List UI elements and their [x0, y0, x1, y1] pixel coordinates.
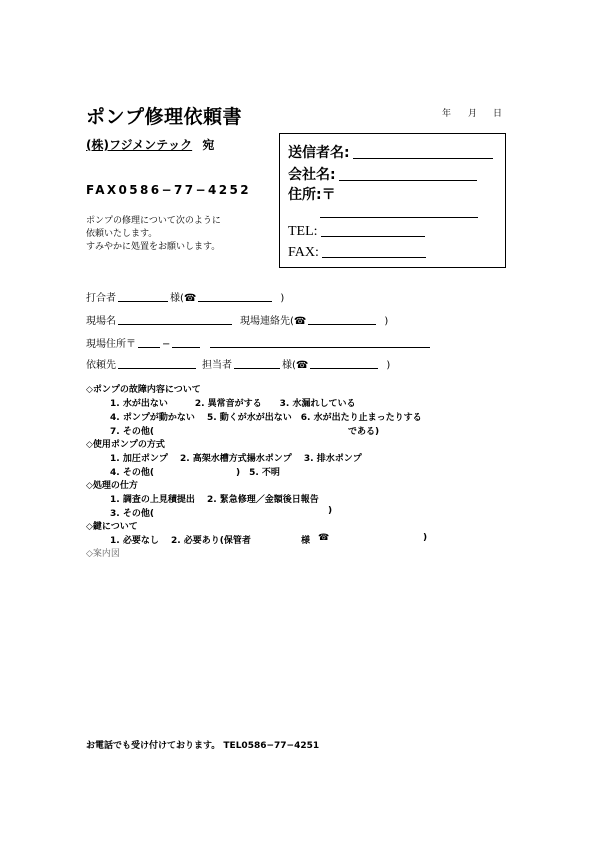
- handling-other-close: ): [328, 506, 333, 516]
- message-line-1: ポンプの修理について次のように: [86, 216, 221, 226]
- company-name-label: 会社名:: [288, 167, 336, 183]
- message-line-3: すみやかに処置をお願いします。: [86, 242, 221, 252]
- tel-label: TEL:: [288, 224, 318, 239]
- contact-person-label: 打合者: [86, 293, 116, 304]
- address-field[interactable]: [320, 217, 478, 218]
- recipient-suffix: 宛: [202, 138, 215, 152]
- contact-person-row: [86, 289, 284, 304]
- site-name-field[interactable]: [118, 324, 232, 325]
- postal-code-2-field[interactable]: [172, 347, 200, 348]
- postal-dash: −: [162, 339, 171, 350]
- contact-person-field[interactable]: [118, 301, 168, 302]
- key-sama-label: 様: [301, 536, 311, 546]
- key-options[interactable]: 1. 必要なし 2. 必要あり(保管者: [110, 536, 251, 546]
- recipient: [86, 136, 214, 153]
- pump-type-options-1[interactable]: 1. 加圧ポンプ 2. 高架水槽方式揚水ポンプ 3. 排水ポンプ: [110, 454, 362, 464]
- site-name-row: [86, 312, 388, 327]
- failure-other-close: である): [348, 427, 380, 437]
- fax-number: FAX0586−77−4252: [86, 183, 251, 197]
- pump-type-other-option[interactable]: 4. その他(: [110, 468, 154, 478]
- site-address-label: 現場住所〒: [86, 339, 136, 350]
- requester-phone-field[interactable]: [310, 368, 378, 369]
- handling-heading: ◇処理の仕方: [86, 481, 138, 491]
- close-paren: ): [280, 293, 285, 304]
- date-month-label: 月: [468, 109, 478, 119]
- requester-label: 依頼先: [86, 360, 116, 371]
- close-paren: ): [384, 316, 389, 327]
- failure-options-1[interactable]: 1. 水が出ない 2. 異常音がする 3. 水漏れしている: [110, 399, 356, 409]
- person-in-charge-field[interactable]: [234, 368, 280, 369]
- phone-icon: ☎: [318, 533, 330, 543]
- sender-name-field[interactable]: [353, 157, 493, 159]
- date-day-label: 日: [493, 109, 503, 119]
- footer-phone-note: お電話でも受け付けております。 TEL0586−77−4251: [86, 741, 320, 751]
- guide-map-heading: ◇案内図: [86, 549, 120, 559]
- site-address-field[interactable]: [210, 347, 430, 348]
- failure-other-option[interactable]: 7. その他(: [110, 427, 154, 437]
- fax-field[interactable]: [322, 256, 426, 258]
- failure-options-2[interactable]: 4. ポンプが動かない 5. 動くが水が出ない 6. 水が出たり止まったりする: [110, 413, 422, 423]
- message-line-2: 依頼いたします。: [86, 229, 158, 239]
- site-contact-field[interactable]: [308, 324, 376, 325]
- address-label: 住所:〒: [288, 187, 336, 203]
- date-year-label: 年: [442, 109, 452, 119]
- page-title: ポンプ修理依頼書: [86, 106, 243, 128]
- company-name-field[interactable]: [339, 179, 477, 181]
- fax-label: FAX:: [288, 245, 319, 260]
- key-close-paren: ): [423, 533, 428, 543]
- sender-name-label: 送信者名:: [288, 145, 350, 161]
- pump-type-unknown-option[interactable]: ) 5. 不明: [236, 468, 280, 478]
- contact-phone-field[interactable]: [198, 301, 272, 302]
- sama-label: 様(: [282, 360, 296, 371]
- company-name-row: [288, 164, 477, 184]
- person-in-charge-label: 担当者: [202, 360, 232, 371]
- phone-icon: ☎: [293, 316, 307, 327]
- handling-options-1[interactable]: 1. 調査の上見積提出 2. 緊急修理／金額後日報告: [110, 495, 319, 505]
- failure-heading: ◇ポンプの故障内容について: [86, 385, 201, 395]
- sender-name-row: [288, 142, 493, 162]
- close-paren: ): [386, 360, 391, 371]
- tel-row: [288, 224, 425, 240]
- tel-field[interactable]: [321, 235, 425, 237]
- sender-info-box: [279, 133, 506, 268]
- requester-row: [86, 356, 390, 371]
- phone-icon: ☎: [183, 293, 197, 304]
- site-name-label: 現場名: [86, 316, 116, 327]
- site-address-row: [86, 335, 432, 350]
- recipient-company: (株)フジメンテック: [86, 138, 193, 152]
- pump-type-heading: ◇使用ポンプの方式: [86, 440, 165, 450]
- sama-label: 様(: [170, 293, 184, 304]
- site-contact-label: 現場連絡先(: [240, 316, 294, 327]
- phone-icon: ☎: [295, 360, 309, 371]
- handling-other-option[interactable]: 3. その他(: [110, 509, 154, 519]
- key-heading: ◇鍵について: [86, 522, 138, 532]
- fax-row: [288, 245, 426, 261]
- requester-field[interactable]: [118, 368, 196, 369]
- postal-code-1-field[interactable]: [138, 347, 160, 348]
- address-row: [288, 184, 336, 204]
